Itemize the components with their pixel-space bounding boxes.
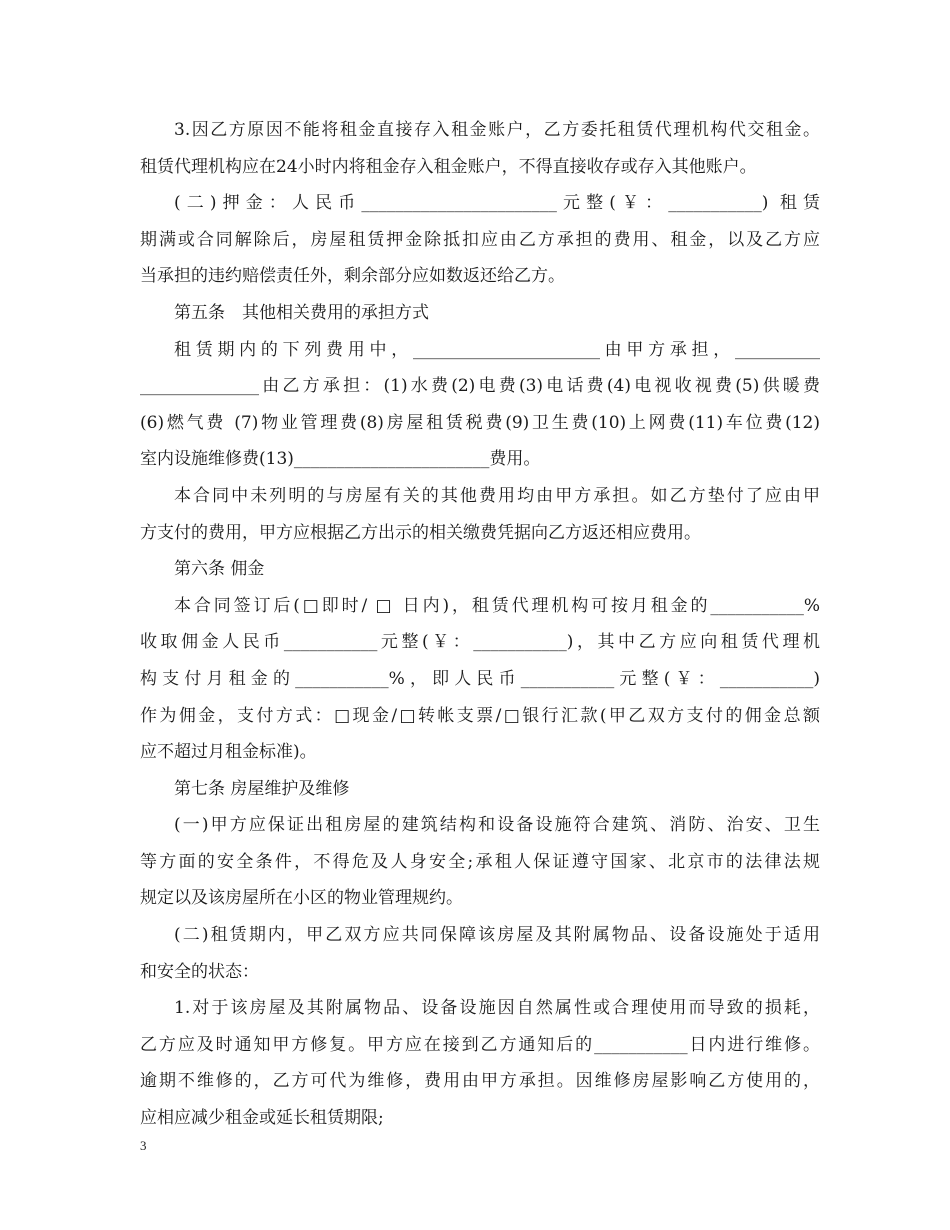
text-line: 租赁期内的下列费用中，______________________由甲方承担，__________ [174,339,820,360]
text-line: (一)甲方应保证出租房屋的建筑结构和设备设施符合建筑、消防、治安、卫生 [174,815,820,836]
text-line: (二)押金：人民币_______________________元整(￥：___________) 租赁 [174,193,820,214]
text-line: 1.对于该房屋及其附属物品、设备设施因自然属性或合理使用而导致的损耗， [174,998,820,1019]
text-line: 第五条 其他相关费用的承担方式 [174,302,429,323]
text-line: 方支付的费用，甲方应根据乙方出示的相关缴费凭据向乙方返还相应费用。 [140,522,701,543]
text-line: 本合同中未列明的与房屋有关的其他费用均由甲方承担。如乙方垫付了应由甲 [174,485,820,506]
text-line: 收取佣金人民币___________元整(￥：___________)，其中乙方应向租赁代理机 [140,632,820,653]
text-line: 当承担的违约赔偿责任外，剩余部分应如数返还给乙方。 [140,266,565,287]
text-line: 租赁代理机构应在24小时内将租金存入租金账户，不得直接收存或存入其他账户。 [140,156,757,177]
text-line: 应相应减少租金或延长租赁期限; [140,1108,384,1129]
text-line: 应不超过月租金标准)。 [140,742,317,763]
text-line: 本合同签订后(□即时/ □ 日内)，租赁代理机构可按月租金的___________% [174,595,820,616]
text-line: 逾期不维修的，乙方可代为维修，费用由甲方承担。因维修房屋影响乙方使用的， [140,1071,820,1092]
text-line: 和安全的状态： [140,961,259,982]
text-line: 第六条 佣金 [174,559,265,580]
text-line: 期满或合同解除后，房屋租赁押金除抵扣应由乙方承担的费用、租金，以及乙方应 [140,229,820,250]
text-line: 第七条 房屋维护及维修 [174,778,350,799]
document-body [140,112,820,1137]
text-line: 等方面的安全条件，不得危及人身安全;承租人保证遵守国家、北京市的法律法规 [140,851,820,872]
text-line: 室内设施维修费(13)_______________________费用。 [140,449,541,470]
text-line: (二)租赁期内，甲乙双方应共同保障该房屋及其附属物品、设备设施处于适用 [174,925,820,946]
page-number: 3 [140,1138,147,1153]
text-line: ______________由乙方承担：(1)水费(2)电费(3)电话费(4)电视收视费(5)供暖费 [140,376,820,397]
text-line: 构支付月租金的___________%，即人民币___________元整(￥：___________) [140,668,820,689]
text-line: (6)燃气费 (7)物业管理费(8)房屋租赁税费(9)卫生费(10)上网费(11)车位费(12) [140,412,820,433]
text-line: 作为佣金，支付方式：□现金/□转帐支票/□银行汇款(甲乙双方支付的佣金总额 [140,705,820,726]
text-line: 乙方应及时通知甲方修复。甲方应在接到乙方通知后的___________日内进行维修。 [140,1034,820,1055]
text-line: 规定以及该房屋所在小区的物业管理规约。 [140,888,463,909]
text-line: 3.因乙方原因不能将租金直接存入租金账户，乙方委托租赁代理机构代交租金。 [174,120,820,140]
